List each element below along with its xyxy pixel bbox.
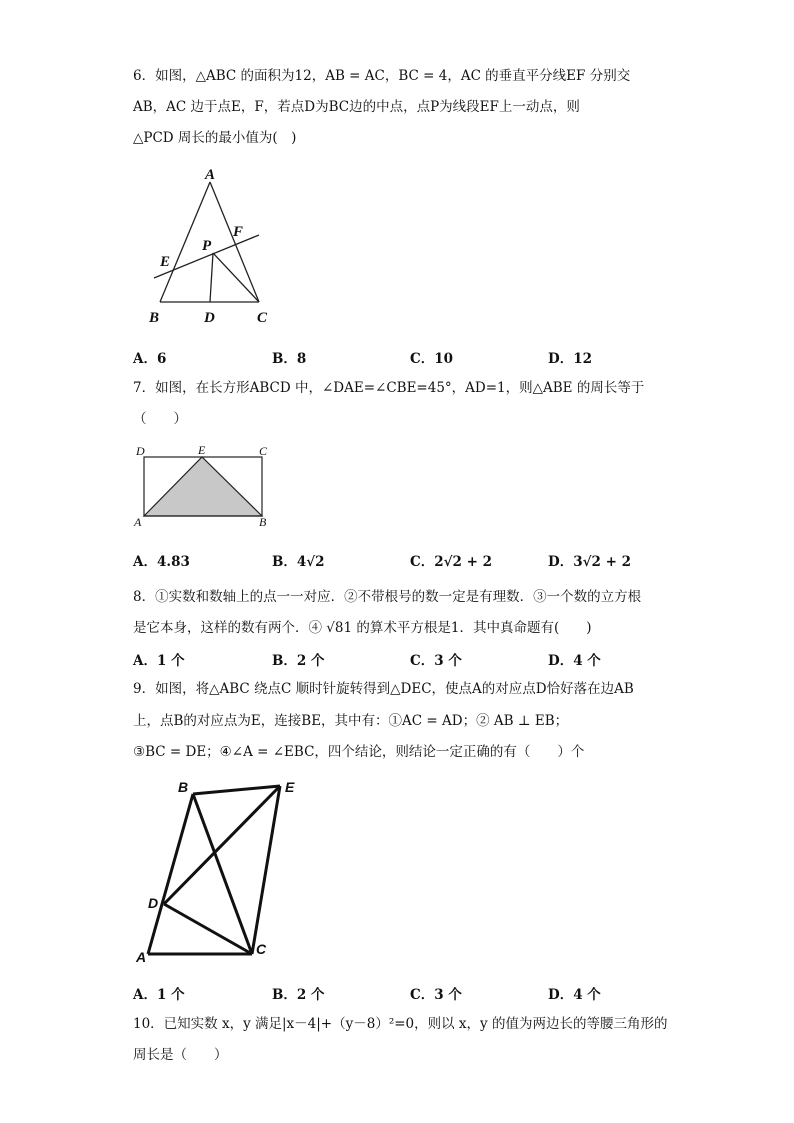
- q9-option-d: D．4 个: [548, 987, 601, 1003]
- q8-text-line2: 是它本身，这样的数有两个．④ √81 的算术平方根是1．其中真命题有( ): [133, 620, 592, 636]
- q6-label-c: C: [257, 310, 268, 326]
- q9-label-c: C: [256, 941, 267, 957]
- q6-label-b: B: [149, 310, 160, 326]
- q10-text-line2: 周长是（ ）: [133, 1047, 228, 1063]
- q9-label-d: D: [148, 895, 159, 911]
- q7-text-line2: （ ）: [133, 411, 187, 427]
- q6-label-f: F: [233, 224, 244, 240]
- q8-option-c: C．3 个: [410, 653, 462, 669]
- q8-text-line1: 8．①实数和数轴上的点一一对应．②不带根号的数一定是有理数．③一个数的立方根: [133, 589, 642, 605]
- q6-option-c: C．10: [410, 351, 454, 367]
- q10-text-line1: 10．已知实数 x，y 满足|x－4|+（y－8）²=0，则以 x，y 的值为两边长的等腰三角形的: [133, 1016, 668, 1032]
- q7-option-a: A．4.83: [133, 554, 190, 570]
- q6-option-d: D．12: [548, 351, 592, 367]
- q8-option-a: A．1 个: [133, 653, 185, 669]
- q7-rectangle-figure: [130, 440, 280, 532]
- q9-label-a: A: [136, 949, 147, 965]
- q7-text-line1: 7．如图，在长方形ABCD 中，∠DAE=∠CBE=45°，AD=1，则△ABE 的周长等于: [133, 380, 645, 396]
- q8-option-d: D．4 个: [548, 653, 601, 669]
- q8-option-b: B．2 个: [272, 653, 325, 669]
- q7-label-d: D: [136, 444, 145, 458]
- q6-option-a: A．6: [133, 351, 167, 367]
- q6-label-a: A: [205, 167, 216, 183]
- q9-option-a: A．1 个: [133, 987, 185, 1003]
- q9-text-line1: 9．如图，将△ABC 绕点C 顺时针旋转得到△DEC，使点A的对应点D恰好落在边AB: [133, 681, 634, 697]
- q6-triangle-figure: [140, 160, 280, 330]
- q7-option-b: B．4√2: [272, 554, 325, 570]
- q7-label-b: B: [259, 515, 267, 529]
- q9-text-line3: ③BC = DE；④∠A = ∠EBC，四个结论，则结论一定正确的有（ ）个: [133, 744, 585, 760]
- q7-option-d: D．3√2 + 2: [548, 554, 631, 570]
- q7-option-c: C．2√2 + 2: [410, 554, 493, 570]
- q7-label-a: A: [134, 515, 142, 529]
- q9-label-b: B: [178, 779, 189, 795]
- q7-label-e: E: [198, 443, 206, 457]
- q9-text-line2: 上，点B的对应点为E，连接BE，其中有：①AC = AD；② AB ⊥ EB；: [133, 713, 569, 729]
- q6-text-line2: AB，AC 边于点E，F，若点D为BC边的中点，点P为线段EF上一动点，则: [133, 99, 580, 115]
- q6-option-b: B．8: [272, 351, 307, 367]
- q9-option-b: B．2 个: [272, 987, 325, 1003]
- q6-text-line3: △PCD 周长的最小值为( ): [133, 130, 297, 146]
- q6-label-e: E: [160, 254, 171, 270]
- q9-rotation-figure: [130, 772, 310, 967]
- q9-option-c: C．3 个: [410, 987, 462, 1003]
- q6-label-d: D: [204, 310, 215, 326]
- q7-label-c: C: [259, 444, 268, 458]
- q9-label-e: E: [285, 779, 295, 795]
- q6-text-line1: 6．如图，△ABC 的面积为12，AB = AC，BC = 4，AC 的垂直平分线EF 分别交: [133, 68, 631, 84]
- q6-label-p: P: [202, 238, 212, 254]
